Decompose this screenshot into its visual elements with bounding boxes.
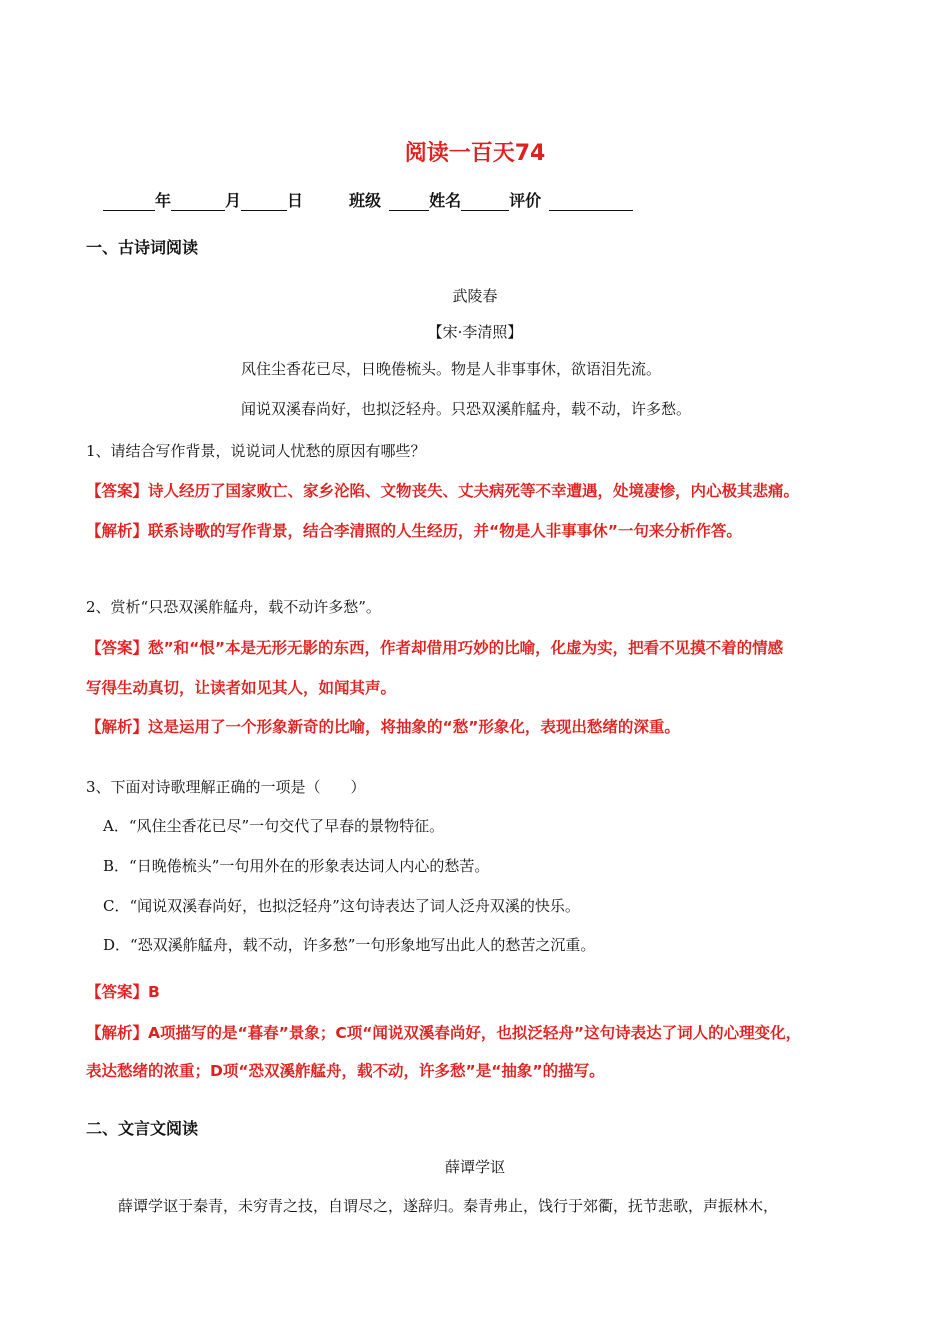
poem-line-1: 风住尘香花已尽，日晚倦梳头。物是人非事事休，欲语泪先流。 bbox=[241, 360, 662, 378]
year-label: 年 bbox=[155, 191, 172, 210]
poem-title: 武陵春 bbox=[452, 287, 498, 305]
month-blank[interactable] bbox=[171, 193, 225, 211]
option-d: D．“恐双溪舴艋舟，载不动，许多愁”一句形象地写出此人的愁苦之沉重。 bbox=[103, 936, 596, 954]
analysis-2: 【解析】这是运用了一个形象新奇的比喻，将抽象的“愁”形象化，表现出愁绪的深重。 bbox=[86, 718, 680, 736]
rating-label: 评价 bbox=[509, 191, 542, 210]
poem-author: 【宋·李清照】 bbox=[427, 323, 523, 341]
option-a: A．“风住尘香花已尽”一句交代了早春的景物特征。 bbox=[103, 817, 445, 835]
answer-3: 【答案】B bbox=[86, 983, 160, 1001]
name-label: 姓名 bbox=[429, 191, 462, 210]
answer-2-line-2: 写得生动真切，让读者如见其人，如闻其声。 bbox=[86, 679, 397, 697]
class-label: 班级 bbox=[349, 191, 382, 210]
page-title: 阅读一百天74 bbox=[404, 141, 546, 166]
section-heading-classical: 二、文言文阅读 bbox=[86, 1119, 199, 1138]
day-label: 日 bbox=[287, 191, 304, 210]
text-title: 薛谭学讴 bbox=[444, 1158, 505, 1176]
question-2: 2、赏析“只恐双溪舴艋舟，载不动许多愁”。 bbox=[86, 598, 381, 616]
day-blank[interactable] bbox=[241, 193, 287, 211]
question-1: 1、请结合写作背景，说说词人忧愁的原因有哪些？ bbox=[86, 442, 426, 460]
month-label: 月 bbox=[225, 191, 242, 210]
analysis-3-line-1: 【解析】A项描写的是“暮春”景象；C项“闻说双溪春尚好，也拟泛轻舟”这句诗表达了词人的心理变化， bbox=[86, 1024, 802, 1042]
text-line-1: 薛谭学讴于秦青，未穷青之技，自谓尽之，遂辞归。秦青弗止，饯行于郊衢，抚节悲歌，声振林木， bbox=[118, 1197, 779, 1215]
class-blank[interactable] bbox=[389, 193, 429, 211]
section-heading-poetry: 一、古诗词阅读 bbox=[86, 238, 199, 257]
answer-2-line-1: 【答案】愁”和“恨”本是无形无影的东西，作者却借用巧妙的比喻，化虚为实，把看不见摸不着的情感 bbox=[86, 639, 784, 657]
option-c: C．“闻说双溪春尚好，也拟泛轻舟”这句诗表达了词人泛舟双溪的快乐。 bbox=[103, 897, 580, 915]
year-blank[interactable] bbox=[103, 193, 155, 211]
student-info-line bbox=[103, 188, 633, 211]
analysis-3-line-2: 表达愁绪的浓重；D项“恐双溪舴艋舟，载不动，许多愁”是“抽象”的描写。 bbox=[86, 1062, 605, 1080]
name-blank[interactable] bbox=[461, 193, 509, 211]
question-3: 3、下面对诗歌理解正确的一项是（ ） bbox=[86, 778, 366, 796]
rating-blank[interactable] bbox=[549, 193, 633, 211]
poem-line-2: 闻说双溪春尚好，也拟泛轻舟。只恐双溪舴艋舟，载不动，许多愁。 bbox=[241, 400, 692, 418]
option-b: B．“日晚倦梳头”一句用外在的形象表达词人内心的愁苦。 bbox=[103, 857, 490, 875]
answer-1: 【答案】诗人经历了国家败亡、家乡沦陷、文物丧失、丈夫病死等不幸遭遇，处境凄惨，内心极其悲痛。 bbox=[86, 482, 800, 500]
analysis-1: 【解析】联系诗歌的写作背景，结合李清照的人生经历，并“物是人非事事休”一句来分析作答。 bbox=[86, 522, 742, 540]
